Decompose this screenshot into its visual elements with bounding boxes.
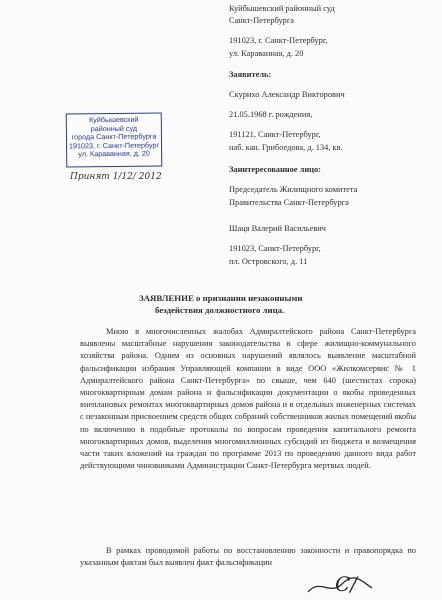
applicant-heading: Заявитель: — [229, 70, 272, 79]
stamp-handwritten-note: Принят 1/12/ 2012 — [70, 172, 162, 182]
document-title-line2: бездействия должностного лица. — [155, 305, 285, 315]
body-paragraph-1: Мною в многочисленных жалобах Адмиралтейского района Санкт-Петербурга выявлены масштабные нарушения законодательства в сфере жилищно-коммунального хозяйства района. Одним из основных нарушений являлось выявление масштабной фальсификации избрания Управляющей компании в виде ООО «Жилкомсервис № 1 Адмиралтейского района Санкт-Петербурга» по свыше, чем 640 (шестистах сорока) многоквартирным домам района и фальсификации документации о якобы проведенных внеплановых ремонтах многоквартирных домов района и в отдельных инженерных системах с незаконным присвоением средств общих собраний собственников жилых помещений якобы по включению в подобные протоколы по вопросам проведения капитального ремонта многоквартирных домов, выделения многомиллионных субсидий из бюджета и возмещения части таких вложений на граждан по программе 2013 по проведению данного вида работ действующими чиновниками Администрации Санкт-Петербурга мертвых людей. — [80, 327, 416, 471]
court-name: Куйбышевский районный суд — [229, 4, 335, 13]
stamp-line2: районный суд — [90, 123, 138, 133]
document-title-line1: ЗАЯВЛЕНИЕ о признании незаконными — [139, 293, 303, 303]
signature-stroke — [300, 574, 380, 600]
interested-heading: Заинтересованное лицо: — [229, 165, 321, 174]
stamp-line4: 191023, г. Санкт-Петербург — [68, 140, 160, 151]
court-address-line2: ул. Караванная, д. 20 — [229, 49, 304, 58]
interested-name: Шаця Валерий Васильевич — [229, 224, 326, 233]
stamp-line1: Куйбышевский — [89, 114, 139, 125]
interested-address2: пл. Островского, д. 11 — [229, 257, 308, 266]
interested-line2: Правительства Санкт-Петербурга — [229, 198, 349, 207]
court-city: Санкт-Петербурга — [229, 16, 294, 25]
applicant-name: Скурихо Александр Викторович — [229, 90, 345, 99]
court-stamp — [66, 112, 163, 167]
interested-line1: Председатель Жилищного комитета — [229, 185, 358, 194]
court-address-line1: 191023, г. Санкт-Петербург, — [229, 36, 328, 45]
signature: С/ — [335, 572, 358, 596]
applicant-address2: наб. кан. Грибоедова, д. 134, кв. — [229, 143, 343, 152]
applicant-born: 21.05.1968 г. рождения, — [229, 110, 313, 119]
body-paragraph-2: В рамках проводимой работы по восстановлению законности и правопорядка по указанным фактам был выявлен факт фальсификации — [80, 546, 416, 568]
interested-address1: 191023, Санкт-Петербург, — [229, 244, 321, 253]
stamp-line5: ул. Караванная, д. 20 — [78, 148, 150, 159]
applicant-address1: 191121, Санкт-Петербург, — [229, 130, 321, 139]
stamp-line3: города Санкт-Петербурга — [71, 131, 157, 142]
